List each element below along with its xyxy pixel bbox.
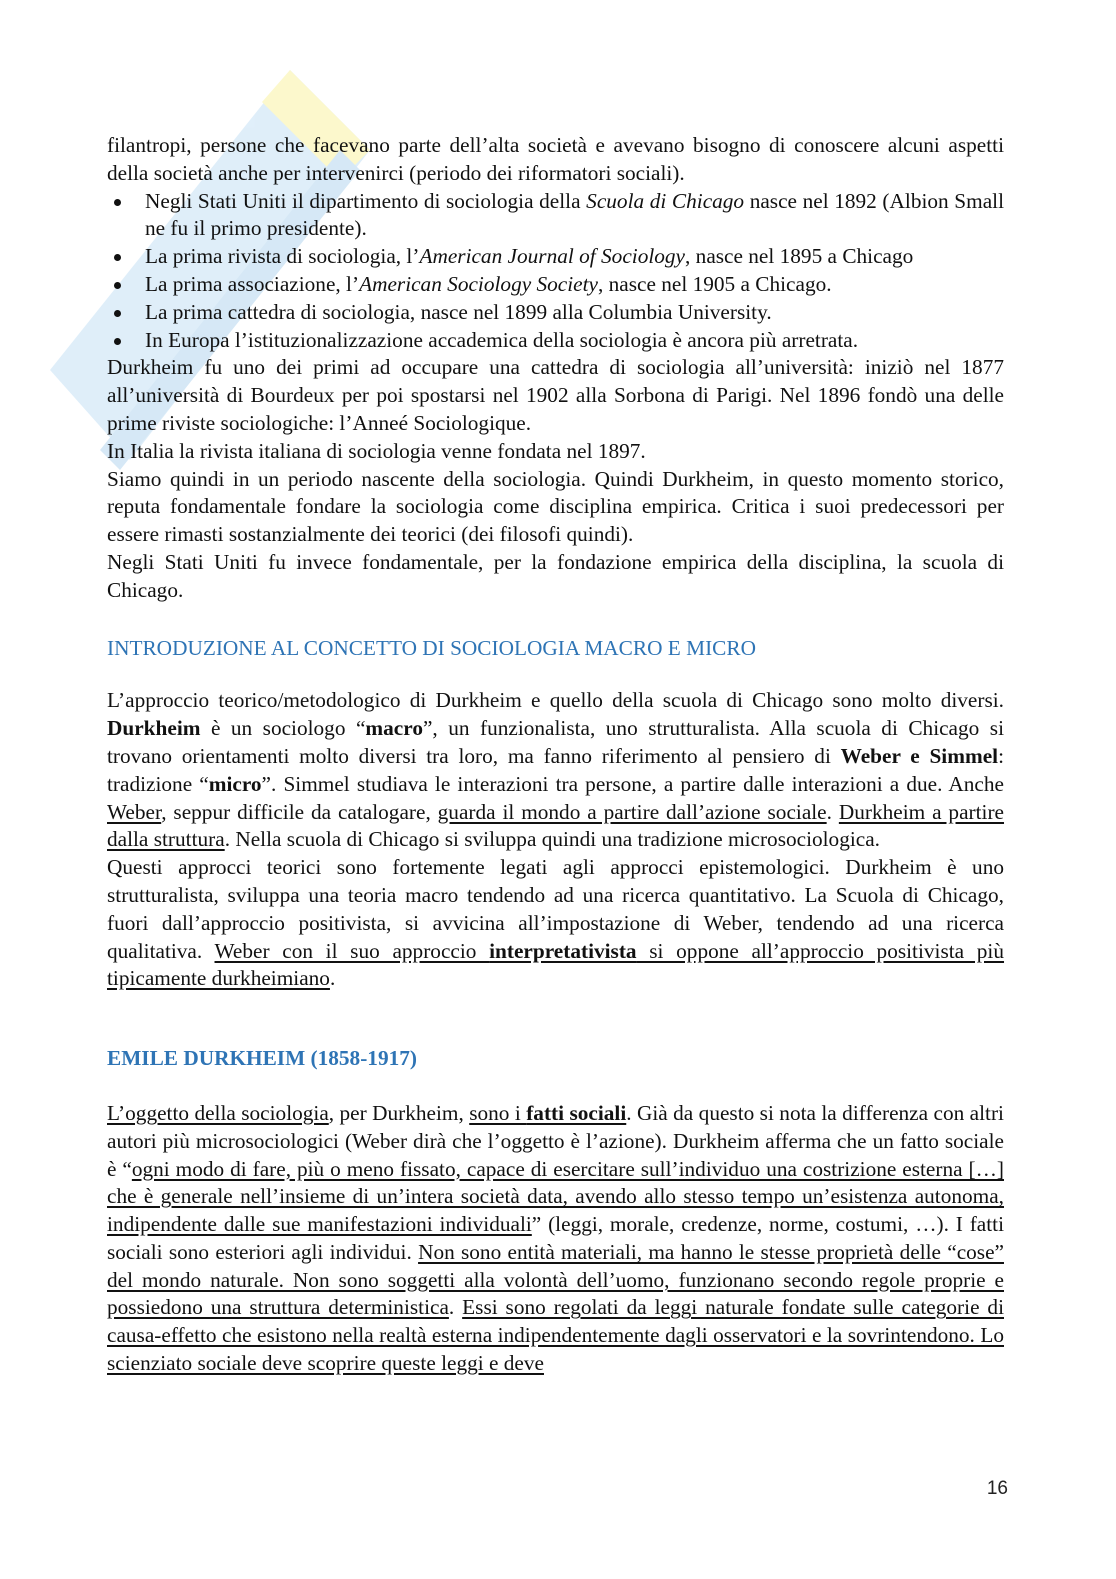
bullet-item: In Europa l’istituzionalizzazione accademica della sociologia è ancora più arretrata.: [107, 327, 1004, 355]
fatti-sociali-paragraph: L’oggetto della sociologia, per Durkheim, sono i fatti sociali. Già da questo si nota la differenza con altri autori più microsociologici (Weber dirà che l’oggetto è l’azione). Durkheim afferma che un fatto sociale è “ogni modo di fare, più o meno fissato, capace di esercitare sull’individuo una costrizione esterna […] che è generale nell’insieme di un’intera società data, avendo allo stesso tempo un’esistenza autonoma, indipendente dalle sue manifestazioni individuali” (leggi, morale, credenze, norme, costumi, …). I fatti sociali sono esteriori agli individui. Non sono entità materiali, ma hanno le stesse proprietà delle “cose” del mondo naturale. Non sono soggetti alla volontà dell’uomo, funzionano secondo regole proprie e possiedono una struttura deterministica. Essi sono regolati da leggi naturale fondate sulle categorie di causa-effetto che esistono nella realtà esterna indipendentemente dagli osservatori e la sovrintendono. Lo scienziato sociale deve scoprire queste leggi e deve: [107, 1100, 1004, 1376]
stati-uniti-paragraph: Negli Stati Uniti fu invece fondamentale, per la fondazione empirica della disciplina, la scuola di Chicago.: [107, 549, 1004, 602]
page-number: 16: [986, 1478, 1008, 1499]
approccio-paragraph: L’approccio teorico/metodologico di Durkheim e quello della scuola di Chicago sono molto diversi. Durkheim è un sociologo “macro”, un funzionalista, uno strutturalista. Alla scuola di Chicago si trovano orientamenti molto diversi tra loro, ma fanno riferimento al pensiero di Weber e Simmel: tradizione “micro”. Simmel studiava le interazioni tra persone, a partire dalle interazioni a due. Anche Weber, seppur difficile da catalogare, guarda il mondo a partire dall’azione sociale. Durkheim a partire dalla struttura. Nella scuola di Chicago si sviluppa quindi una tradizione microsociologica.: [107, 688, 1005, 852]
section-heading-durkheim: EMILE DURKHEIM (1858-1917): [107, 1046, 417, 1071]
bullet-item: La prima rivista di sociologia, l’American Journal of Sociology, nasce nel 1895 a Chicago: [107, 243, 1004, 271]
section-heading-macro-micro: INTRODUZIONE AL CONCETTO DI SOCIOLOGIA MACRO E MICRO: [107, 635, 756, 660]
periodo-nascente-paragraph: Siamo quindi in un periodo nascente della sociologia. Quindi Durkheim, in questo momento storico, reputa fondamentale fondare la sociologia come disciplina empirica. Critica i suoi predecessori per essere rimasti sostanzialmente dei teorici (dei filosofi quindi).: [107, 466, 1004, 547]
epistemologici-paragraph: Questi approcci teorici sono fortemente legati agli approcci epistemologici. Durkheim è uno strutturalista, sviluppa una teoria macro tendendo ad una ricerca quantitativo. La Scuola di Chicago, fuori dall’approccio positivista, si avvicina all’impostazione di Weber, tendendo ad una ricerca qualitativa. Weber con il suo approccio interpretativista si oppone all’approccio positivista più tipicamente durkheimiano.: [107, 855, 1005, 991]
intro-paragraph: filantropi, persone che facevano parte dell’alta società e avevano bisogno di conoscere alcuni aspetti della società anche per intervenirci (periodo dei riformatori sociali).: [107, 133, 1004, 185]
bullet-list: [107, 188, 1004, 355]
bullet-item: La prima cattedra di sociologia, nasce nel 1899 alla Columbia University.: [107, 299, 1004, 327]
durkheim-cattedra-paragraph: Durkheim fu uno dei primi ad occupare una cattedra di sociologia all’università: iniziò nel 1877 all’università di Bourdeux per poi spostarsi nel 1902 alla Sorbona di Parigi. Nel 1896 fondò una delle prime riviste sociologiche: l’Anneé Sociologique.: [107, 355, 1004, 435]
bullet-item: La prima associazione, l’American Sociology Society, nasce nel 1905 a Chicago.: [107, 271, 1004, 299]
italia-paragraph: In Italia la rivista italiana di sociologia venne fondata nel 1897.: [107, 438, 646, 463]
bullet-item: Negli Stati Uniti il dipartimento di sociologia della Scuola di Chicago nasce nel 1892 (Albion Small ne fu il primo presidente).: [107, 188, 1004, 244]
document-page: [107, 132, 1004, 1378]
